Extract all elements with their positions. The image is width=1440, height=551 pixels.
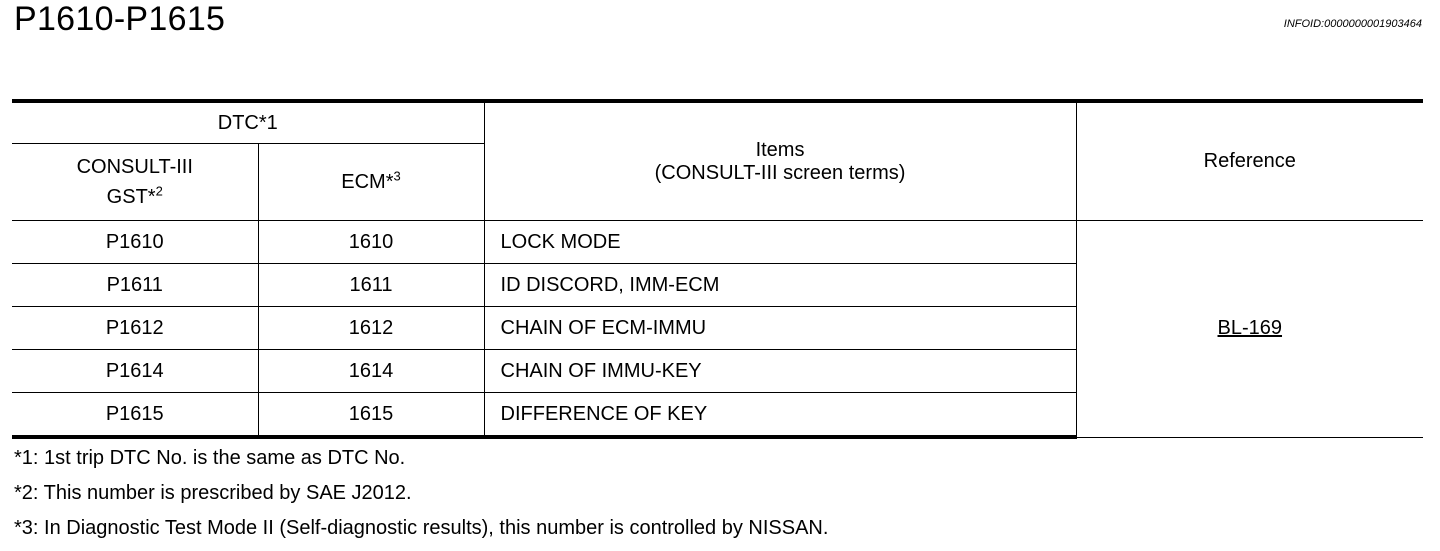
table-row [12,221,1423,264]
cell-ecm: 1611 [258,264,484,307]
cell-reference [1076,221,1423,438]
cell-ecm: 1610 [258,221,484,264]
header-consult-sup: 2 [155,183,163,199]
cell-consult: P1614 [12,350,258,393]
cell-item: LOCK MODE [484,221,1076,264]
cell-item: ID DISCORD, IMM-ECM [484,264,1076,307]
footnote-3: *3: In Diagnostic Test Mode II (Self-diagnostic results), this number is controlled by NISSAN. [14,517,829,539]
footnote-1: *1: 1st trip DTC No. is the same as DTC No. [14,447,406,469]
reference-link[interactable]: BL-169 [1217,317,1283,340]
cell-ecm: 1612 [258,307,484,350]
cell-consult: P1610 [12,221,258,264]
cell-item: DIFFERENCE OF KEY [484,393,1076,438]
cell-item: CHAIN OF ECM-IMMU [484,307,1076,350]
header-consult [12,144,258,221]
info-id: INFOID:0000000001903464 [1283,18,1422,30]
header-consult-gst: GST* [106,186,156,208]
header-consult-line1: CONSULT-III [76,156,193,178]
cell-consult: P1615 [12,393,258,438]
header-ecm-label: ECM* [341,171,394,193]
footnote-2: *2: This number is prescribed by SAE J2012. [14,482,412,504]
header-dtc: DTC*1 [12,101,484,144]
header-ecm [258,144,484,221]
header-consult-line2 [12,182,258,212]
cell-consult: P1611 [12,264,258,307]
cell-consult: P1612 [12,307,258,350]
header-reference: Reference [1076,101,1423,221]
header-ecm-sup: 3 [393,168,401,184]
dtc-table [12,99,1423,439]
cell-ecm: 1614 [258,350,484,393]
cell-ecm: 1615 [258,393,484,438]
cell-item: CHAIN OF IMMU-KEY [484,350,1076,393]
header-items [484,101,1076,221]
header-items-title: Items [755,138,805,161]
header-items-subtitle: (CONSULT-III screen terms) [654,161,906,184]
page-title: P1610-P1615 [14,0,226,38]
footnotes [14,446,828,551]
